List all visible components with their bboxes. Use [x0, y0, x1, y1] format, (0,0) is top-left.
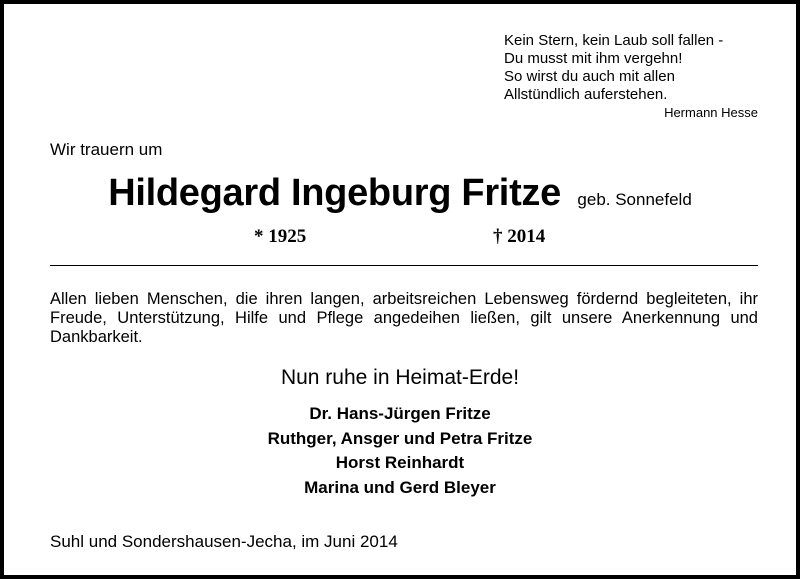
mourner-name: Ruthger, Ansger und Petra Fritze — [267, 428, 533, 448]
poem-author: Hermann Hesse — [664, 105, 758, 120]
birth-year: * 1925 — [254, 226, 307, 247]
gratitude-message: Allen lieben Menschen, die ihren langen, arbeitsreichen Lebensweg fördernd begleiteten, ihr Freude, Unterstützung, Hilfe und Pflege angedeihen ließen, gilt unsere Anerkennung und Dankbarkeit. — [50, 290, 758, 346]
poem-line: So wirst du auch mit allen — [504, 68, 675, 85]
mourner-name: Marina und Gerd Bleyer — [304, 477, 496, 497]
divider-line — [50, 265, 758, 266]
poem-line: Kein Stern, kein Laub soll fallen - — [504, 32, 724, 49]
mourning-intro: Wir trauern um — [50, 140, 163, 159]
mourner-name: Horst Reinhardt — [335, 453, 465, 472]
mourners-list — [4, 402, 796, 500]
poem-line: Du musst mit ihm vergehn! — [504, 50, 683, 67]
motto: Nun ruhe in Heimat-Erde! — [280, 366, 520, 389]
maiden-name: geb. Sonnefeld — [577, 190, 692, 209]
poem-quote — [504, 32, 764, 122]
deceased-name: Hildegard Ingeburg Fritze — [108, 172, 561, 214]
deceased-name-row — [4, 172, 796, 215]
poem-line: Allstündlich auferstehen. — [504, 86, 668, 103]
place-and-date: Suhl und Sondershausen-Jecha, im Juni 2014 — [50, 532, 398, 551]
mourner-name: Dr. Hans-Jürgen Fritze — [309, 404, 491, 423]
death-year: † 2014 — [493, 226, 546, 247]
